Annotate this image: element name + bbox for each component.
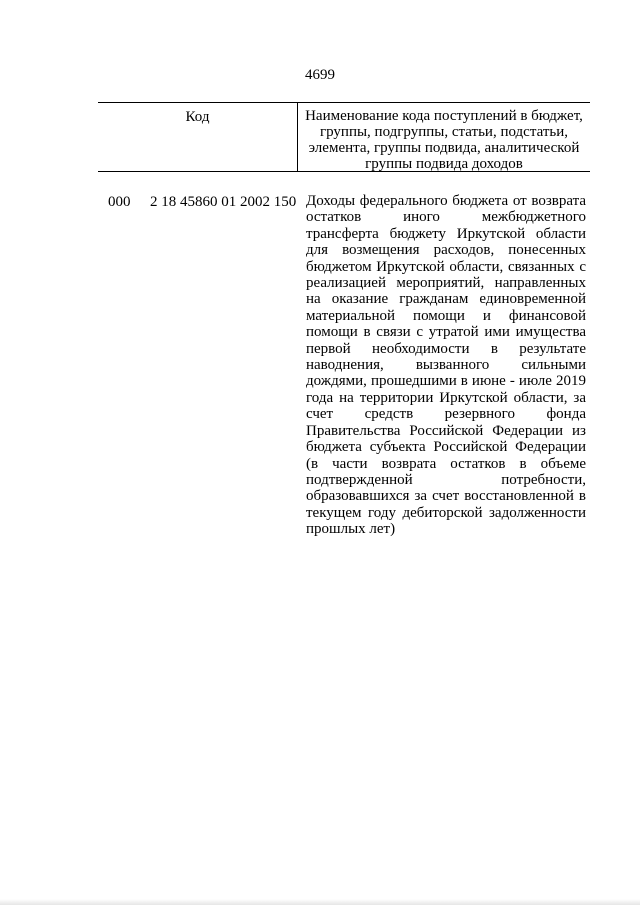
column-header-name: Наименование кода поступлений в бюджет, группы, подгруппы, статьи, подстатьи, элемента, группы подвида, аналитической группы подвида доходов [305, 108, 583, 172]
column-header-code: Код [185, 109, 210, 125]
revenue-code: 2 18 45860 01 2002 150 [150, 194, 297, 210]
table-header [98, 102, 590, 172]
column-divider [297, 103, 298, 171]
admin-code: 000 [108, 194, 131, 210]
scan-edge [0, 899, 640, 905]
page-number: 4699 [305, 67, 335, 83]
revenue-description: Доходы федерального бюджета от возврата остатков иного межбюджетного трансферта бюджету Иркутской области для возмещения расходов, понесенных бюджетом Иркутской области, связанных с реализацией мероприятий, направленных на оказание гражданам единовременной материальной помощи и финансовой помощи в связи с утратой ими имущества первой необходимости в результате наводнения, вызванного сильными дождями, прошедшими в июне - июле 2019 года на территории Иркутской области, за счет средств резервного фонда Правительства Российской Федерации из бюджета субъекта Российской Федерации (в части возврата остатков в объеме подтвержденной потребности, образовавшихся за счет восстановленной в текущем году дебиторской задолженности прошлых лет) [306, 193, 586, 538]
